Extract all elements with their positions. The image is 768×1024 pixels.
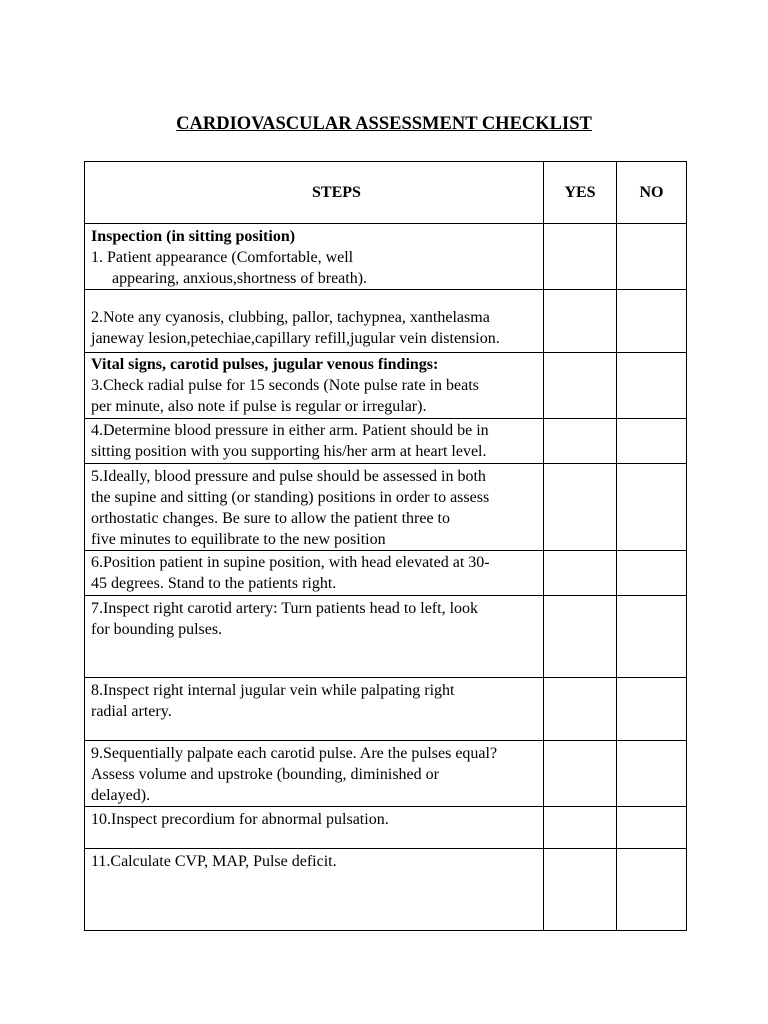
step-cell	[85, 464, 544, 551]
step-cell	[85, 224, 544, 290]
no-checkbox-cell[interactable]	[617, 551, 687, 596]
checklist-row	[85, 353, 687, 419]
checklist-row	[85, 464, 687, 551]
step-text: 45 degrees. Stand to the patients right.	[91, 575, 337, 592]
step-cell	[85, 290, 544, 353]
yes-checkbox-cell[interactable]	[544, 419, 617, 464]
yes-checkbox-cell[interactable]	[544, 596, 617, 678]
no-checkbox-cell[interactable]	[617, 290, 687, 353]
step-text: 4.Determine blood pressure in either arm. Patient should be in	[91, 422, 489, 439]
step-cell	[85, 596, 544, 678]
section-heading: Vital signs, carotid pulses, jugular venous findings:	[91, 356, 439, 373]
yes-header: YES	[544, 162, 617, 224]
yes-checkbox-cell[interactable]	[544, 807, 617, 849]
step-cell	[85, 807, 544, 849]
step-text: 1. Patient appearance (Comfortable, well	[91, 249, 354, 266]
step-text: orthostatic changes. Be sure to allow the patient three to	[91, 510, 450, 527]
yes-checkbox-cell[interactable]	[544, 464, 617, 551]
step-text: the supine and sitting (or standing) positions in order to assess	[91, 489, 490, 506]
no-checkbox-cell[interactable]	[617, 807, 687, 849]
checklist-table	[84, 161, 687, 931]
yes-checkbox-cell[interactable]	[544, 849, 617, 931]
step-cell	[85, 849, 544, 931]
yes-checkbox-cell[interactable]	[544, 551, 617, 596]
document-title: CARDIOVASCULAR ASSESSMENT CHECKLIST	[176, 114, 592, 134]
no-checkbox-cell[interactable]	[617, 678, 687, 741]
yes-checkbox-cell[interactable]	[544, 741, 617, 807]
table-header-row	[85, 162, 687, 224]
yes-checkbox-cell[interactable]	[544, 678, 617, 741]
step-text: 10.Inspect precordium for abnormal pulsation.	[91, 811, 389, 828]
checklist-row	[85, 551, 687, 596]
step-text: 3.Check radial pulse for 15 seconds (Note pulse rate in beats	[91, 377, 479, 394]
step-cell	[85, 741, 544, 807]
step-text: 9.Sequentially palpate each carotid pulse. Are the pulses equal?	[91, 745, 498, 762]
step-cell	[85, 353, 544, 419]
step-text: 7.Inspect right carotid artery: Turn patients head to left, look	[91, 600, 479, 617]
step-text: appearing, anxious,shortness of breath).	[112, 270, 368, 287]
no-checkbox-cell[interactable]	[617, 464, 687, 551]
step-text: janeway lesion,petechiae,capillary refill,jugular vein distension.	[91, 330, 500, 347]
step-text: per minute, also note if pulse is regular or irregular).	[91, 398, 427, 415]
checklist-row	[85, 224, 687, 290]
step-text: 5.Ideally, blood pressure and pulse should be assessed in both	[91, 468, 486, 485]
step-cell	[85, 419, 544, 464]
no-checkbox-cell[interactable]	[617, 741, 687, 807]
step-text: 8.Inspect right internal jugular vein while palpating right	[91, 682, 455, 699]
step-text: delayed).	[91, 787, 151, 804]
no-checkbox-cell[interactable]	[617, 596, 687, 678]
checklist-row	[85, 849, 687, 931]
section-heading: Inspection (in sitting position)	[91, 228, 296, 245]
no-checkbox-cell[interactable]	[617, 224, 687, 290]
no-header: NO	[617, 162, 687, 224]
step-text: 11.Calculate CVP, MAP, Pulse deficit.	[91, 853, 337, 870]
yes-checkbox-cell[interactable]	[544, 224, 617, 290]
checklist-row	[85, 419, 687, 464]
step-text: Assess volume and upstroke (bounding, diminished or	[91, 766, 439, 783]
step-text: five minutes to equilibrate to the new position	[91, 531, 386, 548]
step-cell	[85, 678, 544, 741]
step-text: 6.Position patient in supine position, with head elevated at 30-	[91, 554, 490, 571]
no-checkbox-cell[interactable]	[617, 353, 687, 419]
step-text: for bounding pulses.	[91, 621, 223, 638]
yes-checkbox-cell[interactable]	[544, 290, 617, 353]
checklist-row	[85, 596, 687, 678]
no-checkbox-cell[interactable]	[617, 419, 687, 464]
step-text: 2.Note any cyanosis, clubbing, pallor, tachypnea, xanthelasma	[91, 309, 490, 326]
step-cell	[85, 551, 544, 596]
checklist-row	[85, 741, 687, 807]
no-checkbox-cell[interactable]	[617, 849, 687, 931]
checklist-row	[85, 290, 687, 353]
step-text: radial artery.	[91, 703, 172, 720]
steps-header: STEPS	[85, 162, 544, 224]
checklist-row	[85, 807, 687, 849]
step-text: sitting position with you supporting his/her arm at heart level.	[91, 443, 487, 460]
checklist-row	[85, 678, 687, 741]
yes-checkbox-cell[interactable]	[544, 353, 617, 419]
